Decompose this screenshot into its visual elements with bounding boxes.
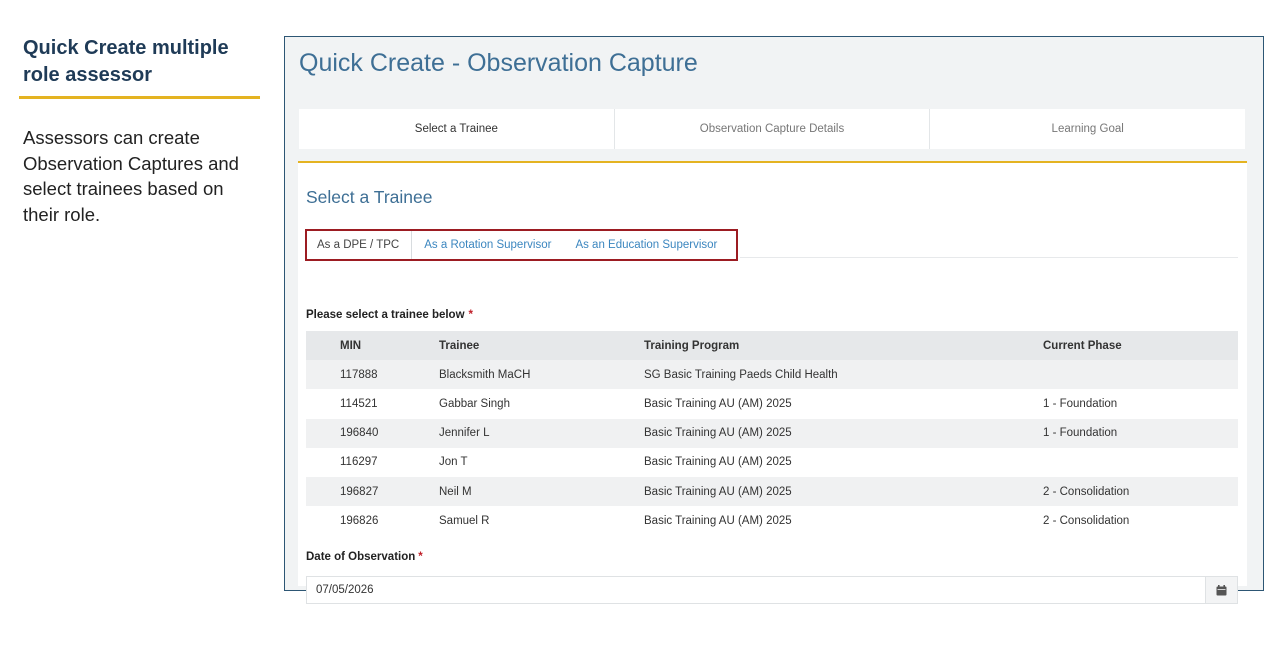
cell-current-phase: 2 - Consolidation xyxy=(1043,485,1130,498)
table-header xyxy=(306,331,1238,360)
trainee-table xyxy=(306,331,1238,535)
cell-trainee: Gabbar Singh xyxy=(439,397,510,410)
role-tabs-highlight xyxy=(305,229,738,261)
step-observation-capture-details[interactable]: Observation Capture Details xyxy=(615,109,931,149)
cell-min: 196827 xyxy=(340,485,379,498)
table-row[interactable] xyxy=(306,506,1238,535)
screenshot-frame xyxy=(284,36,1264,596)
cell-min: 114521 xyxy=(340,397,378,410)
title-divider xyxy=(19,96,260,99)
trainee-field-label xyxy=(306,309,473,321)
cell-trainee: Samuel R xyxy=(439,514,490,527)
cell-trainee: Neil M xyxy=(439,485,472,498)
cell-min: 196826 xyxy=(340,514,379,527)
table-row[interactable] xyxy=(306,448,1238,477)
cell-current-phase: 2 - Consolidation xyxy=(1043,514,1130,527)
cell-training-program: Basic Training AU (AM) 2025 xyxy=(644,514,792,527)
table-row[interactable] xyxy=(306,419,1238,448)
cell-current-phase: 1 - Foundation xyxy=(1043,397,1118,410)
date-field-label-text: Date of Observation xyxy=(306,551,416,563)
step-learning-goal[interactable]: Learning Goal xyxy=(1051,123,1124,135)
table-row[interactable] xyxy=(306,389,1238,418)
required-marker: * xyxy=(468,309,474,321)
slide-description: Assessors can create Observation Captures and select trainees based on their role. xyxy=(23,127,239,225)
step-select-trainee[interactable]: Select a Trainee xyxy=(299,109,615,149)
cell-training-program: Basic Training AU (AM) 2025 xyxy=(644,427,792,440)
select-trainee-panel xyxy=(298,163,1247,596)
cell-trainee: Blacksmith MaCH xyxy=(439,368,531,381)
date-of-observation-input[interactable] xyxy=(306,576,1238,604)
cell-min: 116297 xyxy=(340,456,378,469)
date-value[interactable]: 07/05/2026 xyxy=(316,584,374,596)
tab-rotation-supervisor[interactable]: As a Rotation Supervisor xyxy=(424,239,552,251)
column-header-min[interactable]: MIN xyxy=(340,339,362,352)
column-header-trainee[interactable]: Trainee xyxy=(439,339,480,352)
tab-dpe-tpc[interactable]: As a DPE / TPC xyxy=(317,231,412,259)
cell-training-program: Basic Training AU (AM) 2025 xyxy=(644,456,792,469)
wizard-steps xyxy=(299,109,1245,149)
cell-training-program: Basic Training AU (AM) 2025 xyxy=(644,485,792,498)
table-row[interactable] xyxy=(306,360,1238,389)
slide-title: Quick Create multiple role assessor xyxy=(23,37,229,86)
column-header-current-phase[interactable]: Current Phase xyxy=(1043,339,1122,352)
date-picker-button[interactable] xyxy=(1205,577,1237,603)
tab-education-supervisor[interactable]: As an Education Supervisor xyxy=(575,239,718,251)
cell-training-program: Basic Training AU (AM) 2025 xyxy=(644,397,792,410)
cell-min: 117888 xyxy=(340,368,378,381)
section-title: Select a Trainee xyxy=(306,187,433,207)
cell-current-phase: 1 - Foundation xyxy=(1043,427,1118,440)
table-row[interactable] xyxy=(306,477,1238,506)
column-header-training-program[interactable]: Training Program xyxy=(644,339,740,352)
page-title: Quick Create - Observation Capture xyxy=(299,49,698,77)
required-marker: * xyxy=(418,551,423,563)
date-field-label xyxy=(306,551,423,563)
calendar-icon xyxy=(1216,585,1227,596)
cell-min: 196840 xyxy=(340,427,379,440)
cell-trainee: Jennifer L xyxy=(439,427,490,440)
tab-bar-underline xyxy=(740,257,1238,258)
cell-training-program: SG Basic Training Paeds Child Health xyxy=(644,368,838,381)
trainee-field-label-text: Please select a trainee below xyxy=(306,309,465,321)
cell-trainee: Jon T xyxy=(439,456,468,469)
